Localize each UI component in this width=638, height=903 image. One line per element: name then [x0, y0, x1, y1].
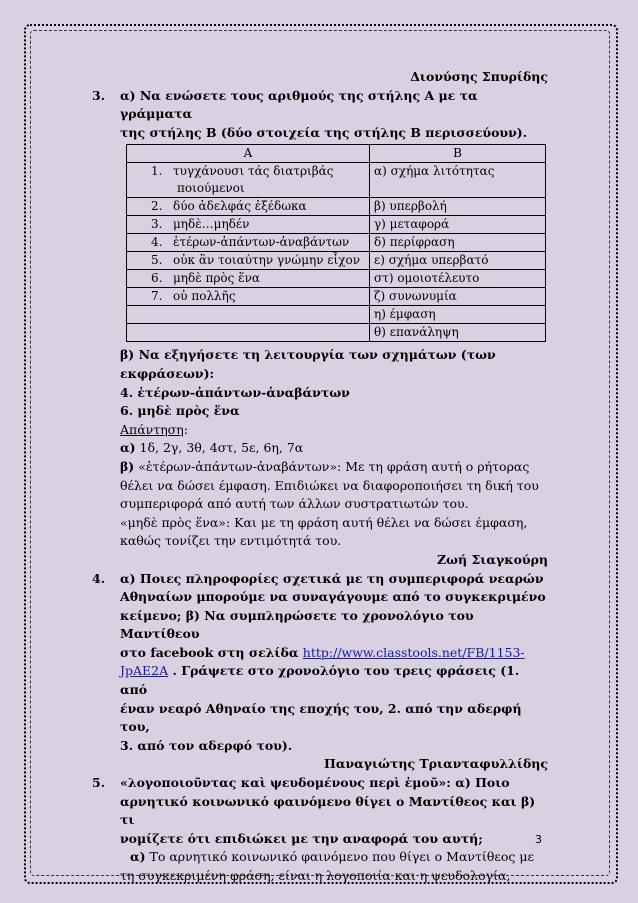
- table-cell: [127, 163, 370, 198]
- table-cell: [127, 324, 370, 342]
- column-header-b: Β: [370, 145, 546, 163]
- answer-part-label: α): [130, 849, 146, 865]
- answer-label: Απάντηση: [120, 421, 184, 437]
- table-cell: [127, 216, 370, 234]
- table-row: [127, 252, 546, 270]
- question-text: αρνητικό κοινωνικό φαινόμενο θίγει ο Μαντίθεος και β) τι: [120, 793, 536, 828]
- question-text: κείμενο; β) Να συμπληρώσετε το χρονολόγιο του Μαντίθεου: [120, 607, 474, 642]
- table-row: [127, 288, 546, 306]
- table-row: [127, 198, 546, 216]
- answer-text: Το αρνητικό κοινωνικό φαινόμενο που θίγει ο Μαντίθεος με: [145, 849, 534, 865]
- answer-part-label: β): [120, 458, 135, 474]
- answer-a: [120, 848, 548, 867]
- question-text: [120, 662, 548, 699]
- question-text-part: . Γράψετε στο χρονολόγιο του τρεις φράσεις (1. από: [120, 663, 520, 698]
- document-body: [92, 68, 548, 886]
- table-cell: [127, 234, 370, 252]
- table-cell: [127, 288, 370, 306]
- row-number: 4.: [151, 235, 163, 250]
- question-text: Αθηναίων μπορούμε να συναγάγουμε από το συγκεκριμένο: [120, 589, 546, 605]
- question-text-part: στο facebook στη σελίδα: [120, 644, 303, 660]
- row-number: 6.: [151, 271, 163, 286]
- answer-text: «ἑτέρων-ἀπάντων-ἀναβάντων»: Με τη φράση αυτή ο ρήτορας: [134, 458, 530, 474]
- row-number: 2.: [151, 199, 163, 214]
- author-name: Παναγιώτης Τριανταφυλλίδης: [324, 756, 548, 772]
- answer-text: τη συγκεκριμένη φράση, είναι η λογοποιία και η ψευδολογία,: [120, 868, 511, 883]
- phrase-text: δύο ἀδελφάς ἐξέδωκα: [173, 199, 307, 214]
- question-text: νομίζετε ότι επιδιώκει με την αναφορά του αυτή;: [120, 830, 483, 846]
- question-text: εκφράσεων):: [120, 365, 215, 381]
- question-number: 4.: [92, 570, 106, 586]
- row-number: 1.: [151, 164, 163, 179]
- question-text: έναν νεαρό Αθηναίο της εποχής του, 2. από την αδερφή του,: [120, 700, 522, 735]
- table-cell: [127, 270, 370, 288]
- table-cell: θ) επανάληψη: [370, 324, 546, 342]
- author-name: Διονύσης Σπυρίδης: [410, 69, 548, 84]
- question-number: 5.: [92, 775, 106, 791]
- answer-colon: :: [183, 421, 188, 437]
- table-cell: [127, 306, 370, 324]
- answer-text: 1δ, 2γ, 3θ, 4στ, 5ε, 6η, 7α: [135, 440, 304, 456]
- phrase-text: μηδὲ…μηδέν: [173, 217, 250, 232]
- table-cell: γ) μεταφορά: [370, 216, 546, 234]
- table-row: [127, 216, 546, 234]
- question-text: της στήλης Β (δύο στοιχεία της στήλης Β περισσεύουν).: [120, 124, 528, 140]
- answer-text: «μηδὲ πρὸς ἕνα»: Και με τη φράση αυτή θέλει να δώσει έμφαση,: [120, 514, 528, 530]
- table-row: [127, 306, 546, 324]
- answer-text: καθώς τονίζει την εντιμότητά του.: [120, 533, 342, 549]
- table-cell: α) σχήμα λιτότητας: [370, 163, 546, 198]
- row-number: 7.: [151, 289, 163, 304]
- question-text: β) Να εξηγήσετε τη λειτουργία των σχημάτων (των: [120, 347, 496, 363]
- answer-part-label: α): [120, 440, 136, 456]
- matching-table: [126, 144, 546, 342]
- phrase-text: μηδὲ πρὸς ἕνα: [173, 271, 261, 286]
- table-cell: ζ) συνωνυμία: [370, 288, 546, 306]
- table-row: [127, 270, 546, 288]
- answer-text: συμπεριφορά από αυτή των άλλων συστρατιωτών του.: [120, 496, 469, 512]
- question-text: [120, 644, 548, 663]
- table-cell: β) υπερβολή: [370, 198, 546, 216]
- table-row: [127, 324, 546, 342]
- table-cell: δ) περίφραση: [370, 234, 546, 252]
- question-text: 3. από τον αδερφό του).: [120, 737, 293, 753]
- phrase-text: οὐ πολλῆς: [173, 289, 236, 304]
- question-item: 6. μηδὲ πρὸς ἕνα: [120, 403, 240, 419]
- answer-heading: [120, 421, 548, 440]
- question-4: [92, 570, 548, 756]
- answer-b: [120, 458, 548, 477]
- phrase-text: οὐκ ἂν τοιαύτην γνώμην εἶχον: [173, 253, 361, 268]
- phrase-text: ποιούμενοι: [177, 181, 245, 196]
- table-cell: η) έμφαση: [370, 306, 546, 324]
- page-number: 3: [535, 833, 542, 846]
- question-item: 4. ἑτέρων-ἀπάντων-ἀναβάντων: [120, 384, 350, 400]
- table-cell: [127, 252, 370, 270]
- phrase-text: ἑτέρων-ἀπάντων-ἀναβάντων: [173, 235, 350, 250]
- question-text: «λογοποιοῦντας καὶ ψευδομένους περὶ ἐμοῦ»: α) Ποιο: [120, 775, 510, 791]
- author-name: Ζωή Σιαγκούρη: [436, 551, 548, 567]
- question-5: [92, 774, 548, 886]
- table-row: [127, 163, 546, 198]
- question-text: α) Ποιες πληροφορίες σχετικά με τη συμπεριφορά νεαρών: [120, 570, 544, 586]
- classtools-link-continued[interactable]: JpAE2A: [120, 663, 169, 679]
- row-number: 3.: [151, 217, 163, 232]
- table-cell: [127, 198, 370, 216]
- table-cell: ε) σχήμα υπερβατό: [370, 252, 546, 270]
- phrase-text: τυγχάνουσι τάς διατριβάς: [173, 164, 334, 179]
- row-number: 5.: [151, 253, 163, 268]
- classtools-link[interactable]: http://www.classtools.net/FB/1153-: [302, 644, 525, 660]
- column-header-a: Α: [127, 145, 370, 163]
- question-text: α) Να ενώσετε τους αριθμούς της στήλης Α με τα γράμματα: [120, 87, 478, 122]
- question-number: 3.: [92, 87, 106, 103]
- answer-text: θέλει να δώσει έμφαση. Επιδιώκει να διαφοροποιήσει τη δική του: [120, 477, 539, 493]
- answer-a: [120, 439, 548, 458]
- table-cell: στ) ομοιοτέλευτο: [370, 270, 546, 288]
- table-row: [127, 234, 546, 252]
- question-3: [92, 87, 548, 551]
